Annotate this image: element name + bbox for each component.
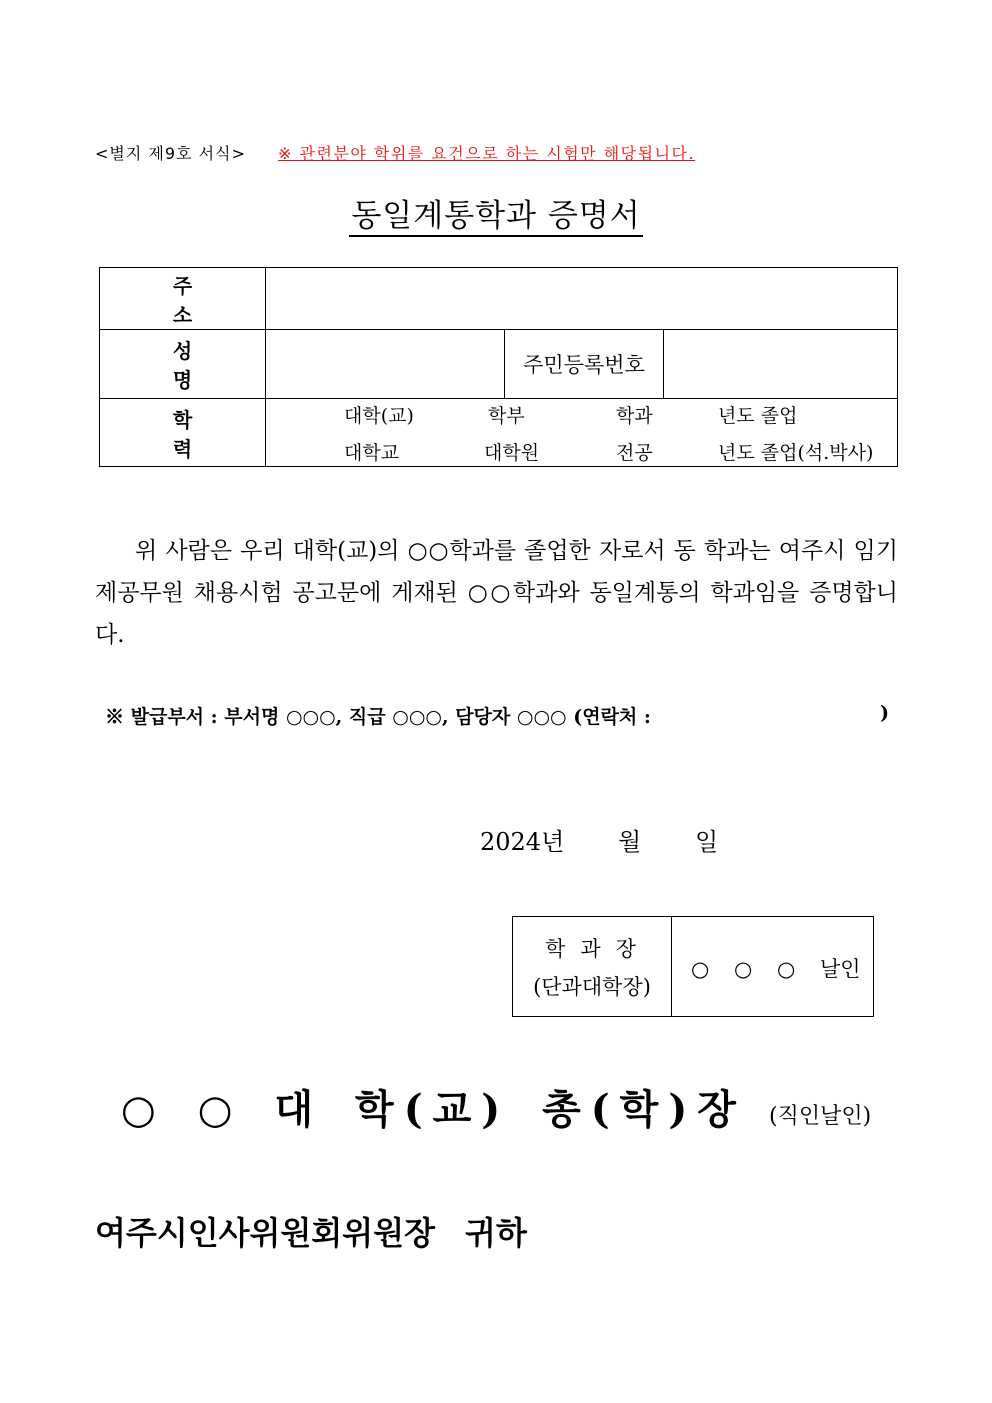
edu-grad-university: 대학교 [344, 442, 400, 464]
certification-statement: 위 사람은 우리 대학(교)의 ○○학과를 졸업한 자로서 동 학과는 여주시 임기제공무원 채용시험 공고문에 게재된 ○○학과와 동일계통의 학과임을 증명합니다. [95, 538, 898, 648]
signature-name-seal: ○ ○ ○ 날인 [691, 957, 861, 981]
edu-major: 전공 [616, 442, 653, 464]
education-row [100, 399, 898, 467]
applicant-info-table [99, 267, 898, 467]
rrn-label: 주민등록번호 [505, 330, 664, 399]
issuing-contact-close: ) [880, 702, 889, 724]
recipient-suffix: 귀하 [465, 1214, 527, 1252]
edu-grad-graduation-year: 년도 졸업(석.박사) [718, 442, 874, 464]
department-head-signature-box [512, 916, 874, 1017]
education-label: 학 력 [100, 399, 266, 467]
president-title: ○ ○ 대 학(교) 총(학)장 [120, 1086, 746, 1133]
edu-department: 학과 [616, 405, 653, 427]
address-field[interactable] [266, 268, 898, 330]
requirement-notice: ※ 관련분야 학위를 요건으로 하는 시험만 해당됩니다. [278, 144, 696, 163]
signature-field[interactable] [673, 917, 873, 1016]
edu-grad-school: 대학원 [484, 442, 540, 464]
edu-university: 대학(교) [344, 405, 414, 427]
issuing-department: ※ 발급부서 : 부서명 ○○○, 직급 ○○○, 담당자 ○○○ (연락처 : [105, 706, 651, 728]
date-year: 2024년 [480, 828, 565, 856]
department-head-label: 학과장 [545, 937, 651, 961]
date-month: 월 [618, 828, 642, 856]
document-title-text: 동일계통학과 증명서 [349, 198, 642, 237]
address-row [100, 268, 898, 330]
recipient-name: 여주시인사위원회위원장 [95, 1214, 436, 1252]
address-label: 주 소 [100, 268, 266, 330]
education-field[interactable] [266, 399, 898, 467]
date-day: 일 [695, 828, 719, 856]
rrn-field[interactable] [664, 330, 898, 399]
name-field[interactable] [266, 330, 505, 399]
recipient-line [95, 1208, 527, 1254]
form-number-label: <별지 제9호 서식> [95, 144, 246, 163]
edu-graduation-year: 년도 졸업 [718, 405, 798, 427]
signature-title-cell [513, 917, 672, 1016]
dean-label: (단과대학장) [533, 975, 651, 999]
name-row [100, 330, 898, 399]
president-signature-line [0, 1078, 992, 1135]
edu-faculty: 학부 [488, 405, 525, 427]
official-seal-note: (직인날인) [768, 1104, 872, 1129]
document-title [0, 190, 992, 235]
name-label: 성 명 [100, 330, 266, 399]
